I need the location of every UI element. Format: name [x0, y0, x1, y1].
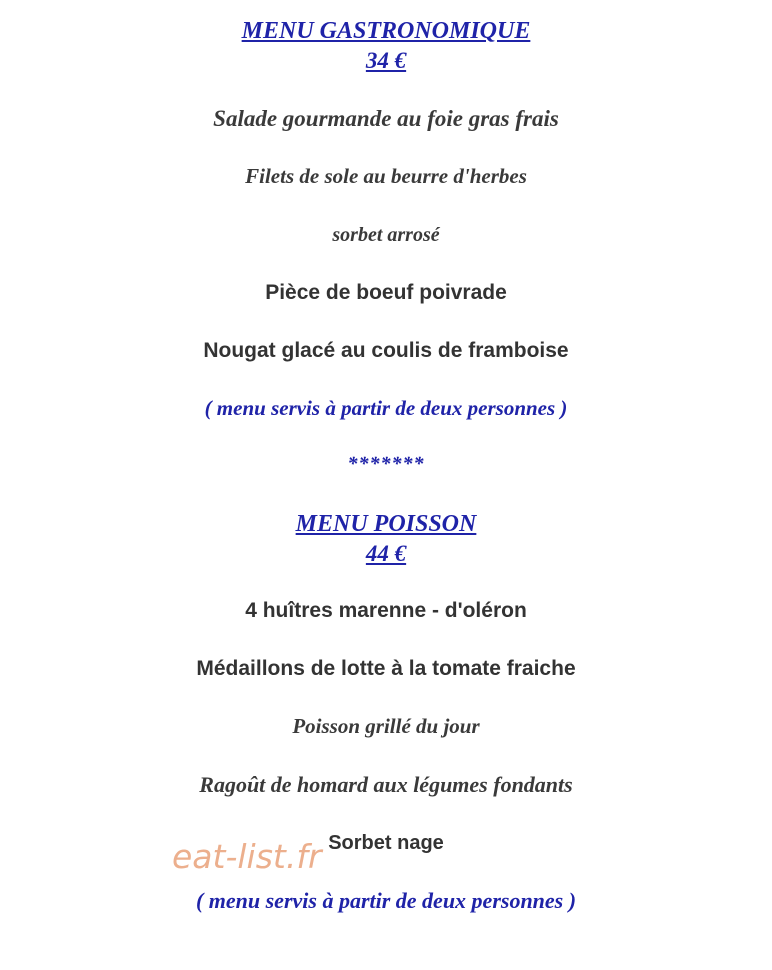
menu-poisson-note: ( menu servis à partir de deux personnes ) [195, 888, 577, 913]
menu-poisson-title: MENU POISSON [295, 511, 477, 537]
menu-gastronomique-price: 34 € [365, 48, 407, 73]
menu-gastronomique-title: MENU GASTRONOMIQUE [241, 18, 531, 44]
menu-poisson-price: 44 € [365, 541, 407, 566]
menu-item: Poisson grillé du jour [292, 714, 480, 738]
menu-item: Filets de sole au beurre d'herbes [245, 164, 527, 188]
menu-item: Ragoût de homard aux légumes fondants [199, 772, 573, 797]
menu-item: 4 huîtres marenne - d'oléron [245, 599, 527, 622]
menu-item: Sorbet nage [328, 832, 444, 854]
watermark-logo: eat-list.fr [172, 837, 322, 876]
separator: ******* [347, 453, 425, 475]
menu-gastronomique-note: ( menu servis à partir de deux personnes ) [204, 396, 568, 420]
menu-item: Pièce de boeuf poivrade [265, 281, 507, 304]
menu-item: Nougat glacé au coulis de framboise [203, 339, 569, 362]
menu-item: Médaillons de lotte à la tomate fraiche [196, 657, 576, 680]
menu-item: Salade gourmande au foie gras frais [213, 106, 559, 131]
menu-item: sorbet arrosé [332, 224, 440, 246]
